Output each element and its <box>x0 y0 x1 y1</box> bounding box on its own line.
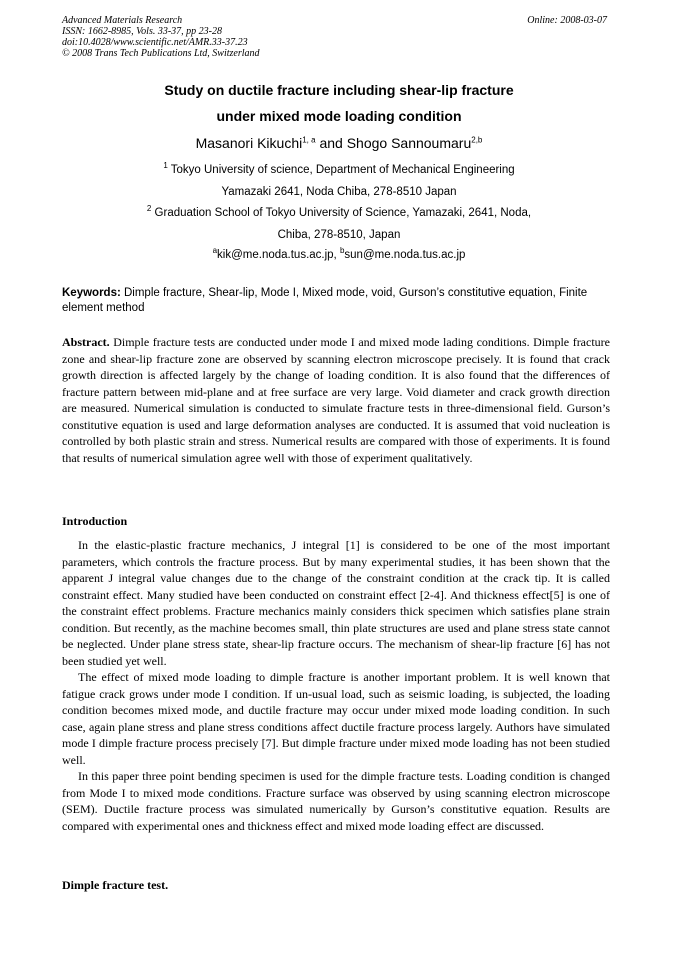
affiliation-2-mark: 2 <box>146 204 152 214</box>
author-1: Masanori Kikuchi <box>195 135 303 151</box>
journal-name: Advanced Materials Research <box>62 15 183 26</box>
email-b[interactable]: sun@me.noda.tus.ac.jp <box>344 249 466 261</box>
online-date: Online: 2008-03-07 <box>527 15 607 26</box>
email-a-mark: a <box>212 246 218 256</box>
abstract-label: Abstract. <box>62 335 110 349</box>
doi-line[interactable]: doi:10.4028/www.scientific.net/AMR.33-37.23 <box>62 37 248 48</box>
email-line <box>40 246 638 261</box>
abstract <box>62 334 610 466</box>
affiliation-1-text: Tokyo University of science, Department of Mechanical Engineering <box>167 164 515 176</box>
abstract-text: Dimple fracture tests are conducted under mode I and mixed mode lading conditions. Dimple fracture zone and shear-lip fracture zone are observed by scanning electron microscope precisely. It is found that crack growth direction is affected largely by the change of loading condition. It is also found that the differences of fracture pattern between mid-plane and at free surface are very large. Void diameter and crack growth direction are measured. Numerical simulation is conducted to simulate fracture tests in three-dimensional field. Gurson’s constitutive equation is used and large deformation analyses are conducted. It is assumed that void nucleation is controlled by both plastic strain and stress. Numerical results are compared with those of experiments. It is found that results of numerical simulation agree well with those of experiment qualitatively. <box>62 335 610 465</box>
affiliation-1-line-2: Yamazaki 2641, Noda Chiba, 278-8510 Japan <box>221 186 457 198</box>
author-1-affiliation-mark: 1, a <box>302 135 316 145</box>
introduction-paragraph-1: In the elastic-plastic fracture mechanics, J integral [1] is considered to be one of the most important parameters, which controls the fracture process. But by many experimental studies, it has been shown that the apparent J integral value changes due to the change of the constraint condition at the crack tip. It is called constraint effect. Many studied have been conducted on constraint effect [2-4]. And thickness effect[5] is one of the constraint effect problems. Fracture mechanics mainly considers thick specimen which satisfies plane strain condition. But recently, as the machine becomes small, thin plate structures are used and plane stress state cannot be neglected. Under plane stress state, shear-lip fracture occurs. The mechanism of shear-lip fracture [6] has not been studied yet well. <box>62 538 610 668</box>
dimple-fracture-test-heading: Dimple fracture test. <box>62 878 169 892</box>
email-b-mark: b <box>339 246 345 256</box>
paper-title-line-2: under mixed mode loading condition <box>216 108 462 124</box>
paper-title-line-1: Study on ductile fracture including shear-lip fracture <box>164 82 514 98</box>
affiliation-1-line-1 <box>40 161 638 176</box>
introduction-paragraph-3: In this paper three point bending specimen is used for the dimple fracture tests. Loading condition is changed from Mode I to mixed mode conditions. Fracture surface was observed by using scanning electron microscope (SEM). Ductile fracture process was simulated numerically by Gurson’s constitutive equation. Results are compared with experimental ones and thickness effect and mixed mode loading effect are discussed. <box>62 769 610 833</box>
affiliation-1-mark: 1 <box>163 161 168 171</box>
email-a[interactable]: kik@me.noda.tus.ac.jp, <box>217 249 340 261</box>
issn-line: ISSN: 1662-8985, Vols. 33-37, pp 23-28 <box>62 26 222 37</box>
keywords-label: Keywords: <box>62 287 121 299</box>
introduction-heading: Introduction <box>62 514 128 528</box>
introduction-body <box>62 537 610 834</box>
author-connector: and <box>315 135 347 151</box>
affiliation-2-text: Graduation School of Tokyo University of Science, Yamazaki, 2641, Noda, <box>151 207 532 219</box>
introduction-paragraph-2: The effect of mixed mode loading to dimple fracture is another important problem. It is well known that fatigue crack grows under mode I condition. If un-usual load, such as seismic loading, is subjected, the loading condition becomes mixed mode, and ductile fracture may occur under mixed mode loading condition. In such case, again plane stress and plane stress conditions affect ductile fracture process largely. Authors have simulated mode I dimple fracture process precisely [7]. But dimple fracture under mixed mode loading has not been studied well. <box>62 670 610 767</box>
keywords <box>62 286 610 316</box>
author-line <box>40 135 638 151</box>
author-2: Shogo Sannoumaru <box>346 135 472 151</box>
affiliation-2-line-2: Chiba, 278-8510, Japan <box>277 229 401 241</box>
author-2-affiliation-mark: 2,b <box>471 135 483 145</box>
copyright-line: © 2008 Trans Tech Publications Ltd, Switzerland <box>62 48 260 59</box>
affiliation-2-line-1 <box>40 204 638 219</box>
journal-header <box>62 15 260 59</box>
keywords-text: Dimple fracture, Shear-lip, Mode I, Mixed mode, void, Gurson’s constitutive equation, Finite element method <box>62 287 588 314</box>
